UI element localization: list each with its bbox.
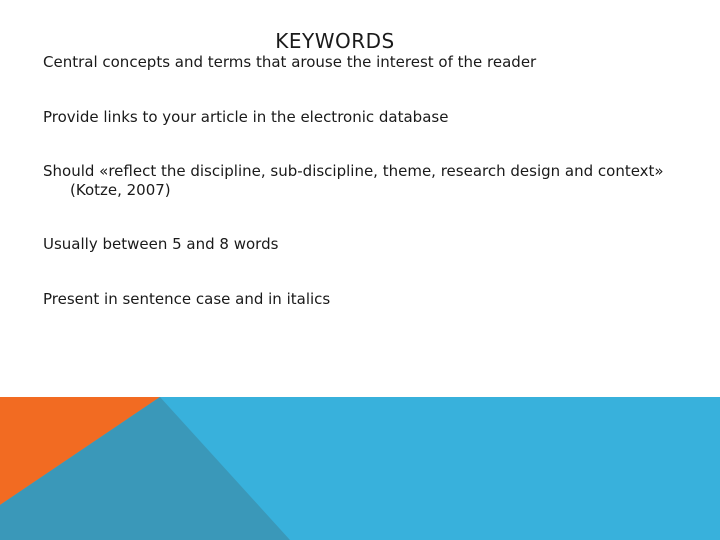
slide-title: KEYWORDS bbox=[275, 29, 395, 53]
bullet-item: Provide links to your article in the electronic database bbox=[43, 108, 449, 126]
bullet-item: Present in sentence case and in italics bbox=[43, 290, 331, 308]
decorative-footer-band bbox=[0, 397, 720, 540]
bullet-item: Usually between 5 and 8 words bbox=[43, 235, 279, 253]
bullet-item: Central concepts and terms that arouse the interest of the reader bbox=[43, 53, 537, 71]
bullet-item: Should «reflect the discipline, sub-discipline, theme, research design and context» (Kotze, 2007) bbox=[43, 162, 664, 199]
